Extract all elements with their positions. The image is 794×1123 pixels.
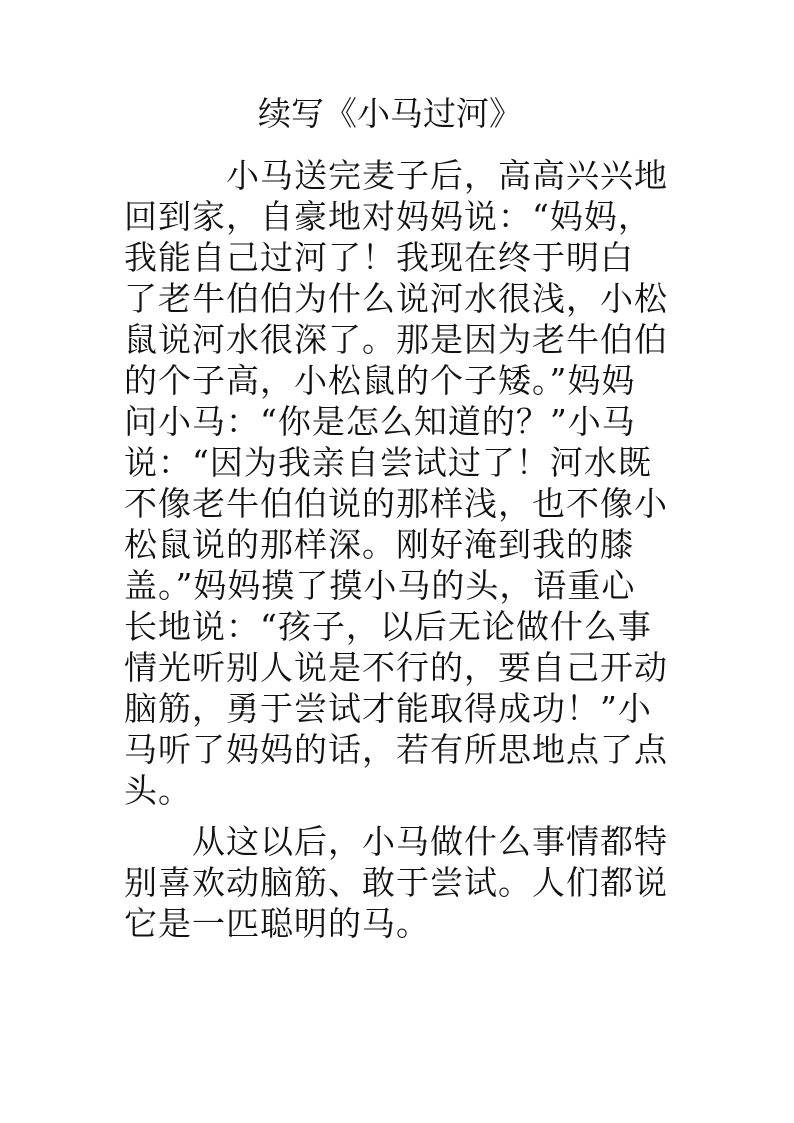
paragraph1-line-5: 鼠说河水很深了。那是因为老牛伯伯	[124, 320, 668, 359]
paragraph1-line-16: 头。	[124, 771, 192, 810]
paragraph1-line-10: 松鼠说的那样深。刚好淹到我的膝	[124, 525, 634, 564]
paragraph2-line-1: 从这以后，小马做什么事情都特	[192, 822, 668, 861]
paragraph1-line-9: 不像老牛伯伯说的那样浅，也不像小	[124, 484, 668, 523]
paragraph1-line-15: 马听了妈妈的话，若有所思地点了点	[124, 730, 668, 769]
paragraph1-line-2: 回到家，自豪地对妈妈说：“妈妈，	[124, 197, 652, 236]
page-title: 续写《小马过河》	[258, 94, 522, 133]
paragraph1-line-8: 说：“因为我亲自尝试过了！河水既	[124, 443, 652, 482]
paragraph1-line-7: 问小马：“你是怎么知道的？”小马	[124, 402, 636, 441]
paragraph2-line-3: 它是一匹聪明的马。	[124, 904, 430, 943]
paragraph1-line-11: 盖。”妈妈摸了摸小马的头，语重心	[124, 566, 636, 605]
paragraph2-line-2: 别喜欢动脑筋、敢于尝试。人们都说	[124, 863, 668, 902]
paragraph1-line-1: 小马送完麦子后，高高兴兴地	[226, 156, 668, 195]
paragraph1-line-6: 的个子高，小松鼠的个子矮。”妈妈	[124, 361, 636, 400]
paragraph1-line-13: 情光听别人说是不行的，要自己开动	[124, 648, 668, 687]
paragraph1-line-3: 我能自己过河了！我现在终于明白	[124, 238, 634, 277]
paragraph1-line-14: 脑筋，勇于尝试才能取得成功！”小	[124, 689, 652, 728]
paragraph1-line-4: 了老牛伯伯为什么说河水很浅，小松	[124, 279, 668, 318]
paragraph1-line-12: 长地说：“孩子，以后无论做什么事	[124, 607, 652, 646]
